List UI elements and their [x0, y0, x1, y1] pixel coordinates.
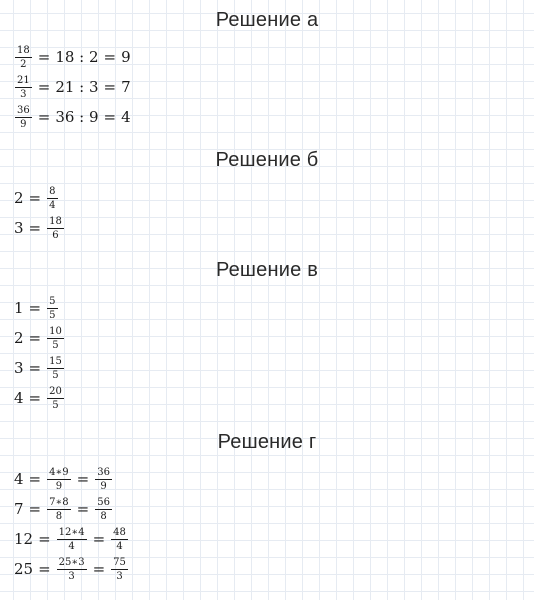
fraction: $\frac{21}{3}$	[17, 74, 30, 100]
fraction: $\frac{20}{5}$	[49, 385, 62, 411]
equation-row: 3 = $\frac{18}{6}$	[14, 215, 62, 241]
fraction: $\frac{10}{5}$	[49, 325, 62, 351]
fraction: $\frac{18}{2}$	[17, 44, 30, 70]
equation-row: 12 = $\frac{12∗4}{4}$ = $\frac{48}{4}$	[14, 526, 126, 552]
fraction: $\frac{36}{9}$	[17, 104, 30, 130]
heading-solution-a: Решение а	[215, 9, 319, 31]
fraction: $\frac{56}{8}$	[97, 496, 110, 522]
heading-solution-v: Решение в	[215, 259, 319, 281]
fraction: $\frac{25∗3}{3}$	[58, 556, 85, 582]
equation-row: 2 = $\frac{8}{4}$	[14, 185, 56, 211]
fraction: $\frac{18}{6}$	[49, 215, 62, 241]
fraction: $\frac{5}{5}$	[49, 295, 56, 321]
heading-solution-g: Решение г	[217, 431, 317, 453]
equation-row: 4 = $\frac{20}{5}$	[14, 385, 62, 411]
equation-row: 4 = $\frac{4∗9}{9}$ = $\frac{36}{9}$	[14, 466, 110, 492]
fraction: $\frac{36}{9}$	[97, 466, 110, 492]
equation-row: 25 = $\frac{25∗3}{3}$ = $\frac{75}{3}$	[14, 556, 126, 582]
equation-row: 2 = $\frac{10}{5}$	[14, 325, 62, 351]
equation-row: $\frac{36}{9}$ = 36 : 9 = 4	[17, 104, 131, 130]
equation-row: 1 = $\frac{5}{5}$	[14, 295, 56, 321]
heading-solution-b: Решение б	[215, 149, 319, 171]
fraction: $\frac{4∗9}{9}$	[49, 466, 69, 492]
fraction: $\frac{12∗4}{4}$	[58, 526, 85, 552]
equation-row: $\frac{21}{3}$ = 21 : 3 = 7	[17, 74, 131, 100]
fraction: $\frac{48}{4}$	[113, 526, 126, 552]
fraction: $\frac{15}{5}$	[49, 355, 62, 381]
fraction: $\frac{75}{3}$	[113, 556, 126, 582]
fraction: $\frac{7∗8}{8}$	[49, 496, 69, 522]
equation-row: 7 = $\frac{7∗8}{8}$ = $\frac{56}{8}$	[14, 496, 110, 522]
equation-row: $\frac{18}{2}$ = 18 : 2 = 9	[17, 44, 131, 70]
equation-row: 3 = $\frac{15}{5}$	[14, 355, 62, 381]
fraction: $\frac{8}{4}$	[49, 185, 56, 211]
